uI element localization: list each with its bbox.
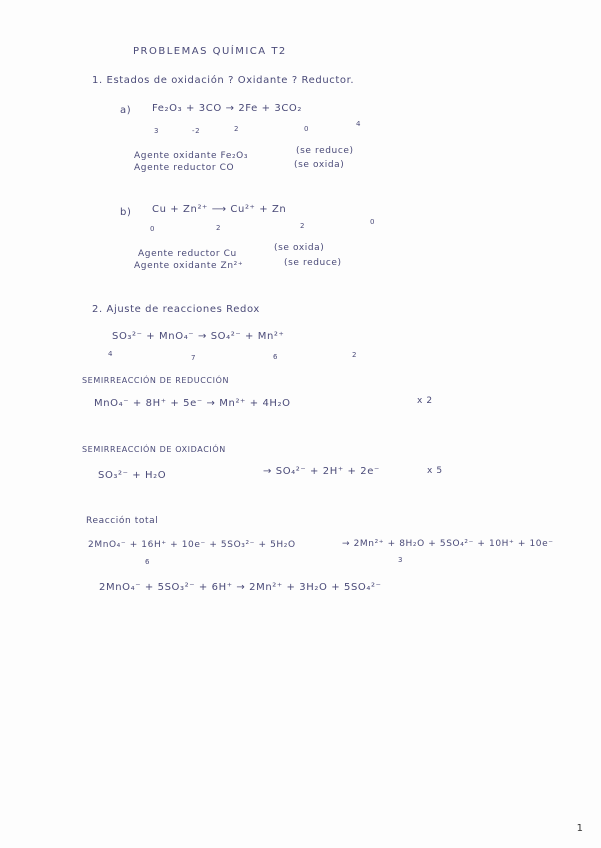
semi-reduccion-factor: x 2 [417, 396, 433, 406]
total-reaction-line1-right: → 2Mn²⁺ + 8H₂O + 5SO₄²⁻ + 10H⁺ + 10e⁻ [342, 539, 554, 549]
ox-state: 6 [273, 353, 279, 361]
total-reaction-subscript: 3 [398, 556, 404, 564]
section1b-reaction: Cu + Zn²⁺ ⟶ Cu²⁺ + Zn [152, 204, 287, 215]
ox-state: 2 [352, 351, 358, 359]
semi-oxidacion-reactants: SO₃²⁻ + H₂O [98, 470, 167, 481]
ox-state: 0 [370, 218, 376, 226]
agente-oxidante-b: Agente oxidante Zn²⁺ [134, 261, 244, 271]
total-reaction-label: Reacción total [86, 516, 159, 526]
section1a-reaction: Fe₂O₃ + 3CO → 2Fe + 3CO₂ [152, 103, 303, 114]
total-reaction-line2: 2MnO₄⁻ + 5SO₃²⁻ + 6H⁺ → 2Mn²⁺ + 3H₂O + 5SO₄²⁻ [99, 582, 382, 593]
section1a-label: a) [120, 105, 132, 116]
agente-reductor-a: Agente reductor CO [134, 163, 235, 173]
ox-state: 2 [300, 222, 306, 230]
ox-state: 3 [154, 127, 160, 135]
agente-oxidante-b-note: (se reduce) [284, 258, 342, 268]
page-number: 1 [576, 823, 583, 834]
ox-state: 4 [108, 350, 114, 358]
section1-heading: 1. Estados de oxidación ? Oxidante ? Reductor. [92, 75, 355, 86]
agente-reductor-b-note: (se oxida) [274, 243, 325, 253]
agente-reductor-b: Agente reductor Cu [138, 249, 237, 259]
total-reaction-line1-left: 2MnO₄⁻ + 16H⁺ + 10e⁻ + 5SO₃²⁻ + 5H₂O [88, 540, 296, 550]
ox-state: 4 [356, 120, 362, 128]
ox-state: 0 [304, 125, 310, 133]
ox-state: 2 [234, 125, 240, 133]
semi-oxidacion-products: → SO₄²⁻ + 2H⁺ + 2e⁻ [263, 466, 380, 477]
agente-reductor-a-note: (se oxida) [294, 160, 345, 170]
page-title: PROBLEMAS QUÍMICA T2 [133, 46, 287, 57]
section1b-label: b) [120, 207, 132, 218]
section2-heading: 2. Ajuste de reacciones Redox [92, 304, 260, 315]
semi-reduccion-eq: MnO₄⁻ + 8H⁺ + 5e⁻ → Mn²⁺ + 4H₂O [94, 398, 291, 409]
semi-oxidacion-label: SEMIRREACCIÓN DE OXIDACIÓN [82, 445, 226, 454]
semi-oxidacion-factor: x 5 [427, 466, 443, 476]
semi-reduccion-label: SEMIRREACCIÓN DE REDUCCIÓN [82, 376, 230, 385]
total-reaction-subscript: 6 [145, 558, 151, 566]
agente-oxidante-a-note: (se reduce) [296, 146, 354, 156]
ox-state: 7 [191, 354, 197, 362]
ox-state: 0 [150, 225, 156, 233]
section2-reaction: SO₃²⁻ + MnO₄⁻ → SO₄²⁻ + Mn²⁺ [112, 331, 285, 342]
ox-state: 2 [216, 224, 222, 232]
ox-state: -2 [192, 127, 201, 135]
agente-oxidante-a: Agente oxidante Fe₂O₃ [134, 151, 249, 161]
